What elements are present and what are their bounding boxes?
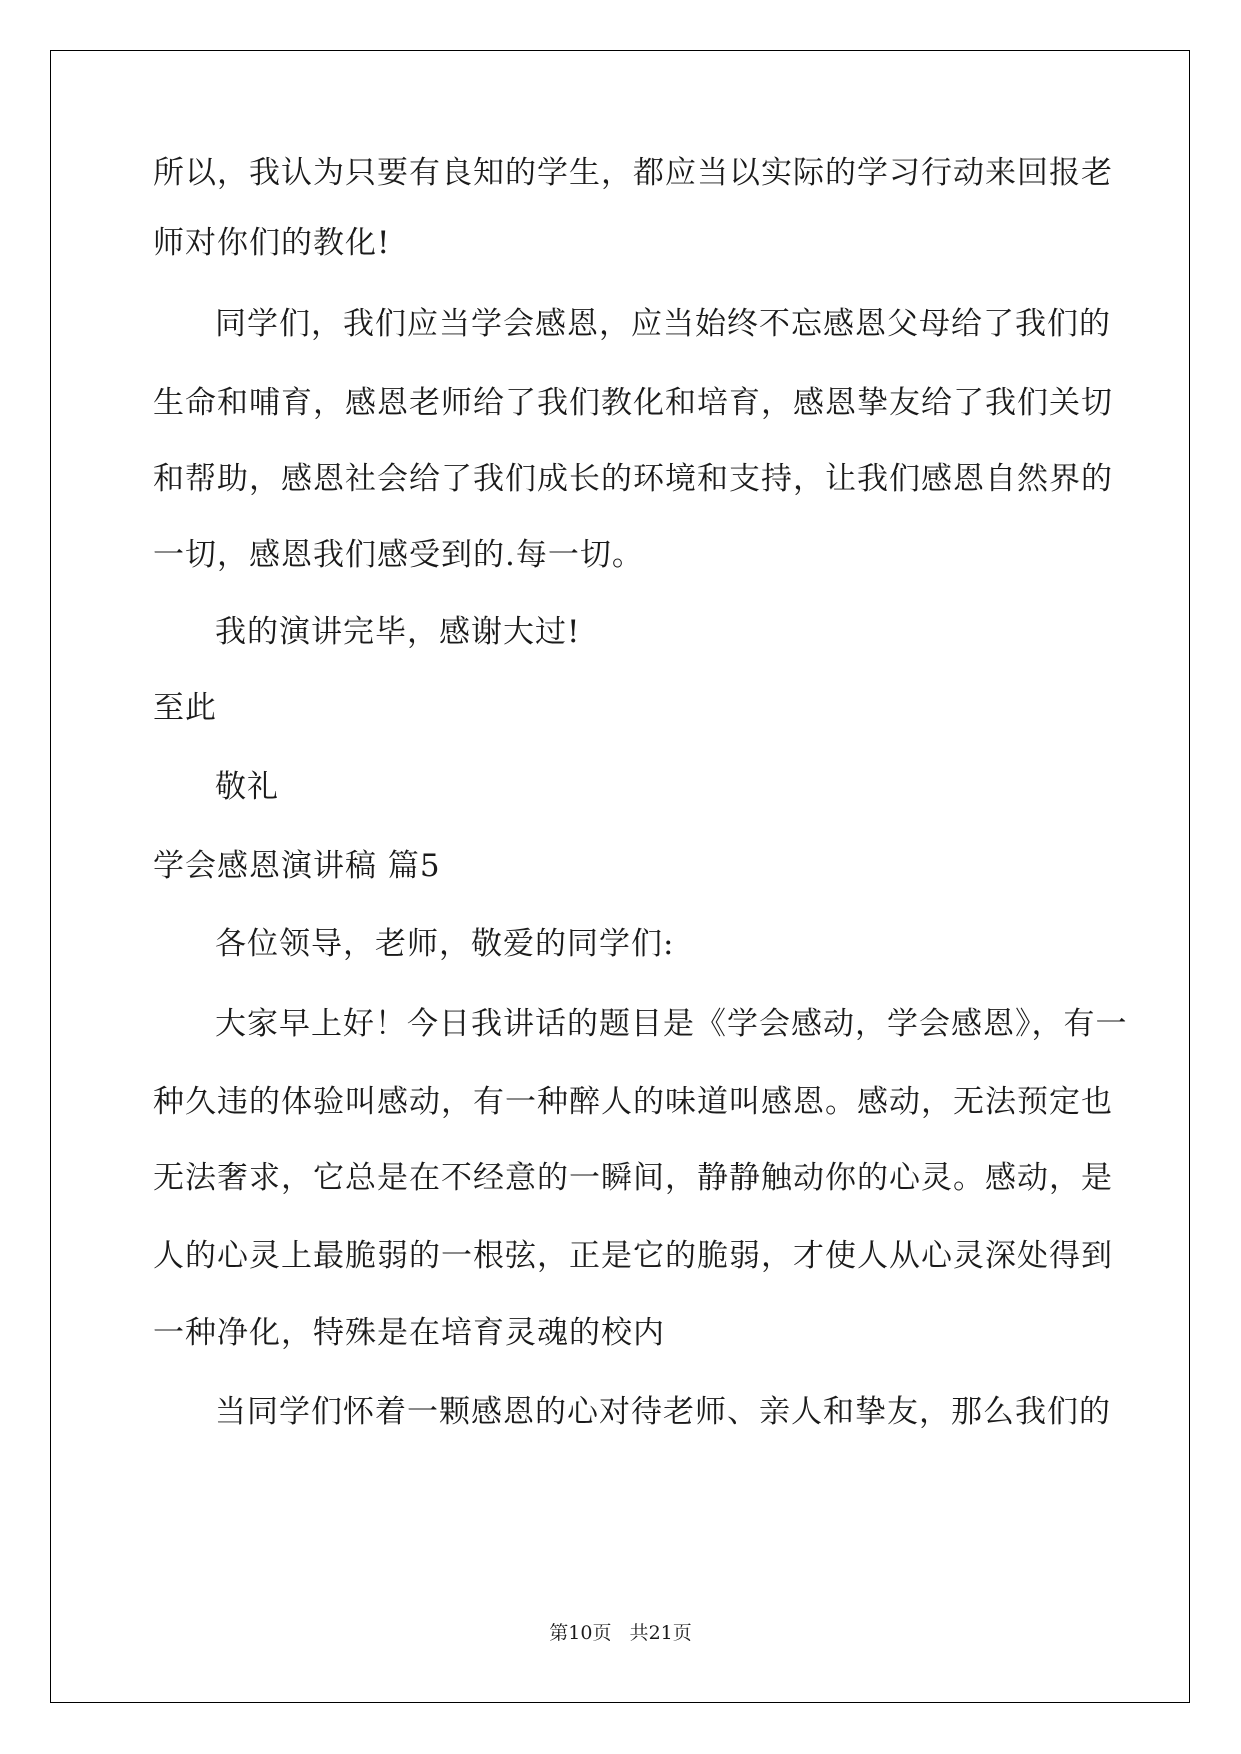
- paragraph-line: 所以，我认为只要有良知的学生，都应当以实际的学习行动来回报老: [153, 155, 1113, 191]
- page-footer: [0, 1618, 1241, 1645]
- paragraph-line: 一种净化，特殊是在培育灵魂的校内: [153, 1315, 665, 1351]
- paragraph-line: 同学们，我们应当学会感恩，应当始终不忘感恩父母给了我们的: [215, 306, 1111, 342]
- paragraph-line: 师对你们的教化!: [153, 225, 391, 261]
- page-label-prefix: 第: [549, 1622, 569, 1644]
- page-label-suffix: 页: [672, 1622, 692, 1644]
- paragraph-line: 一切，感恩我们感受到的.每一切。: [153, 537, 644, 573]
- paragraph-line: 人的心灵上最脆弱的一根弦，正是它的脆弱，才使人从心灵深处得到: [153, 1238, 1113, 1274]
- salute: 敬礼: [215, 769, 279, 805]
- paragraph-line: 我的演讲完毕，感谢大过!: [215, 614, 581, 650]
- paragraph-line: 当同学们怀着一颗感恩的心对待老师、亲人和挚友，那么我们的: [215, 1394, 1111, 1430]
- paragraph-line: 无法奢求，它总是在不经意的一瞬间，静静触动你的心灵。感动，是: [153, 1160, 1113, 1196]
- paragraph-line: 大家早上好！今日我讲话的题目是《学会感动，学会感恩》，有一: [215, 1006, 1128, 1042]
- closing-phrase: 至此: [153, 690, 217, 726]
- page-total: 21: [648, 1622, 673, 1644]
- section-heading: 学会感恩演讲稿 篇5: [153, 848, 441, 884]
- greeting-line: 各位领导，老师，敬爱的同学们:: [215, 926, 675, 962]
- paragraph-line: 种久违的体验叫感动，有一种醉人的味道叫感恩。感动，无法预定也: [153, 1084, 1113, 1120]
- paragraph-line: 生命和哺育，感恩老师给了我们教化和培育，感恩挚友给了我们关切: [153, 385, 1113, 421]
- page-label-mid: 页 共: [592, 1622, 649, 1644]
- page-current: 10: [568, 1622, 593, 1644]
- paragraph-line: 和帮助，感恩社会给了我们成长的环境和支持，让我们感恩自然界的: [153, 461, 1113, 497]
